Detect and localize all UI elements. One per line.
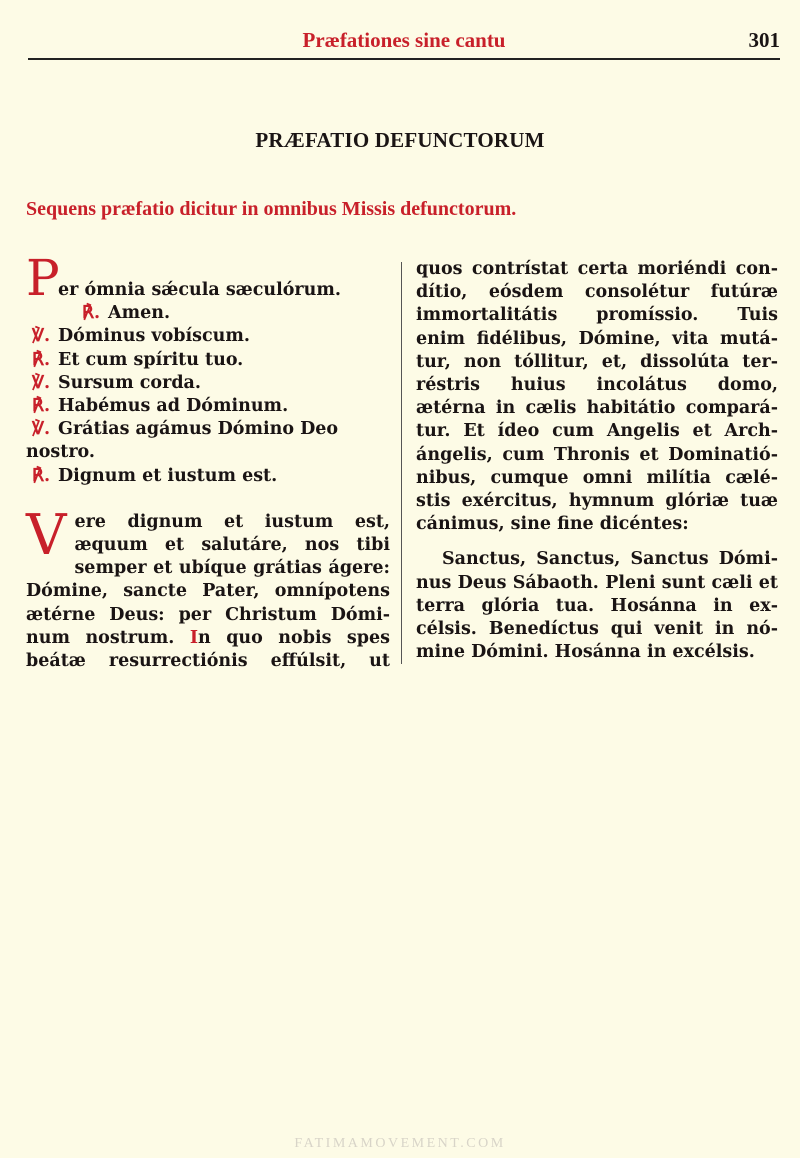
left-column: [26, 249, 390, 673]
preface-paragraph: [26, 502, 390, 673]
response-symbol: ℟.: [32, 396, 51, 417]
dialogue-text: Grátias agámus Dómino Deo: [58, 419, 339, 440]
page-number: 301: [748, 28, 780, 52]
dialogue-line: [26, 325, 390, 348]
dropcap-p: P: [26, 249, 60, 307]
preface-line: cánimus, sine fine dicéntes:: [416, 514, 689, 535]
preface-line: stis exércitus, hymnum glóriæ tuæ: [416, 491, 778, 512]
preface-line: ángelis, cum Thronis et Dominatió-: [416, 444, 778, 465]
red-initial: I: [189, 627, 198, 648]
preface-text: num nostrum.: [26, 627, 190, 648]
response-symbol: ℟.: [32, 349, 51, 370]
dialogue-first-line: [26, 249, 390, 307]
versicle-symbol: ℣.: [32, 419, 51, 440]
dialogue-line: [26, 372, 390, 395]
dialogue-line: [26, 302, 390, 325]
preface-line: tur. Et ídeo cum Angelis et Arch-: [416, 421, 778, 442]
versicle-symbol: ℣.: [32, 372, 51, 393]
preface-line: immortalitátis promíssio. Tuis: [416, 305, 778, 326]
preface-line: [26, 627, 390, 650]
preface-line: semper et ubíque grátias ágere:: [74, 558, 390, 579]
response-symbol: ℟.: [82, 303, 101, 324]
dialogue-text: Et cum spíritu tuo.: [58, 349, 244, 370]
preface-line: beátæ resurrectiónis effúlsit, ut: [26, 651, 390, 672]
dialogue-text: Habémus ad Dóminum.: [58, 396, 289, 417]
dialogue-opening: er ómnia sǽcula sæculórum.: [58, 280, 341, 300]
response-symbol: ℟.: [32, 465, 51, 486]
sanctus-paragraph: Sanctus, Sanctus, Sanctus Dóminus Deus Sábaoth. Pleni sunt cæli et terra glória tua. Hosánna in excélsis. Benedíctus qui venit in nómine Dómini. Hosánna in excélsis.: [416, 549, 778, 663]
column-divider: [401, 262, 402, 664]
watermark-footer: FATIMAMOVEMENT.COM: [294, 1136, 506, 1151]
dialogue-line: [26, 395, 390, 418]
preface-line: quos contrístat certa moriéndi con-: [416, 259, 778, 279]
dialogue-text: Sursum corda.: [58, 372, 201, 393]
header-rule: [28, 58, 780, 60]
preface-line: enim fidélibus, Dómine, vita mutá-: [416, 328, 778, 349]
running-title: Præfationes sine cantu: [302, 28, 506, 52]
preface-line: nibus, cumque omni milítia cælé-: [416, 467, 778, 488]
rubric: Sequens præfatio dicitur in omnibus Missis defunctorum.: [26, 198, 517, 220]
versicle-symbol: ℣.: [32, 326, 51, 347]
dialogue-text: Dóminus vobíscum.: [58, 326, 250, 347]
preface-text: n quo nobis spes: [198, 627, 390, 648]
preface-line: dítio, eósdem consolétur futúræ: [416, 282, 778, 303]
preface-line: tur, non tóllitur, et, dissolúta ter-: [416, 351, 778, 372]
preface-line: æquum et salutáre, nos tibi: [74, 535, 390, 556]
preface-line: réstris huius incolátus domo,: [416, 375, 778, 396]
preface-line: ætérne Deus: per Christum Dómi-: [26, 604, 390, 625]
dialogue-text: nostro.: [26, 442, 96, 463]
dialogue-line: [26, 418, 390, 441]
right-column: [416, 258, 778, 664]
preface-line: ætérna in cælis habitátio compará-: [416, 398, 778, 419]
dialogue-line: [26, 465, 390, 488]
dropcap-v: V: [26, 502, 67, 568]
dialogue-text: Dignum et iustum est.: [58, 465, 278, 486]
section-title: PRÆFATIO DEFUNCTORUM: [255, 128, 545, 152]
dialogue-line: [26, 349, 390, 372]
dialogue-text: Amen.: [108, 303, 171, 324]
running-head: [28, 28, 780, 60]
preface-line: ere dignum et iustum est,: [74, 511, 390, 532]
dialogue-line: [26, 441, 390, 464]
preface-line: Dómine, sancte Pater, omnípotens: [26, 581, 390, 602]
